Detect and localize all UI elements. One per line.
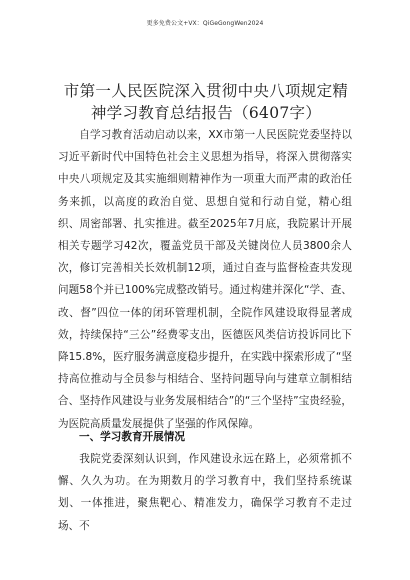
document-title: 市第一人民医院深入贯彻中央八项规定精神学习教育总结报告（6407字） xyxy=(63,82,349,122)
section1-body xyxy=(58,448,352,537)
header-watermark: 更多免费公文+VX：QiGeGongWen2024 xyxy=(146,20,264,27)
section1-heading: 一、学习教育开展情况 xyxy=(79,431,185,443)
intro-section xyxy=(58,124,352,435)
intro-paragraph: 自学习教育活动启动以来，XX市第一人民医院党委坚持以习近平新时代中国特色社会主义思想为指导，将深入贯彻落实中央八项规定及其实施细则精神作为一项重大而严肃的政治任务来抓，以高度的政治自觉、思想自觉和行动自觉，精心组织、周密部署、扎实推进。截至2025年7月底，我院累计开展相关专题学习42次，覆盖党员干部及关键岗位人员3800余人次，修订完善相关长效机制12项，通过自查与监督检查共发现问题58个并已100%完成整改销号。通过构建并深化“学、查、改、督”四位一体的闭环管理机制，全院作风建设取得显著成效，持续保持“三公”经费零支出，医德医风类信访投诉同比下降15.8%，医疗服务满意度稳步提升，在实践中探索形成了“坚持高位推动与全员参与相结合、坚持问题导向与建章立制相结合、坚持作风建设与业务发展相结合”的“三个坚持”宝贵经验，为医院高质量发展提供了坚强的作风保障。 xyxy=(58,129,352,430)
section1-paragraph: 我院党委深刻认识到，作风建设永远在路上，必须常抓不懈、久久为功。在为期数月的学习教育中，我们坚持系统谋划、一体推进，聚焦靶心、精准发力，确保学习教育不走过场、不 xyxy=(58,453,352,532)
